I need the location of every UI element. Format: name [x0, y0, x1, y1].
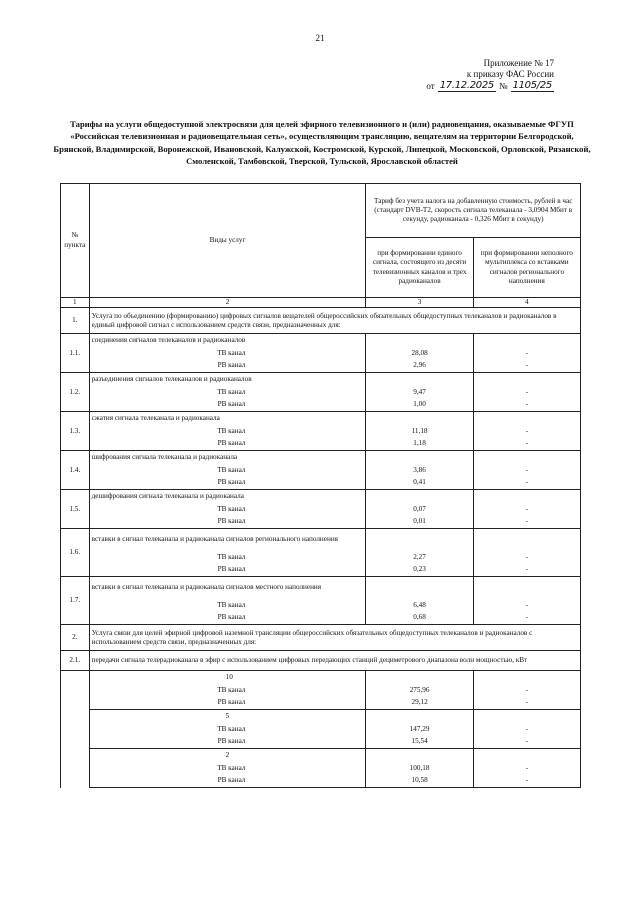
index-3: 3	[366, 298, 473, 308]
partial-value: -	[473, 477, 580, 490]
number-label: №	[498, 81, 508, 91]
item-number: 1.4.	[61, 451, 90, 490]
order-date: 17.12.2025	[439, 80, 494, 91]
single-value: 11,18	[366, 425, 473, 438]
header-item-number: № пункта	[61, 184, 90, 298]
partial-value: -	[473, 612, 580, 625]
partial-value: -	[473, 564, 580, 577]
partial-value: -	[473, 599, 580, 612]
item-number: 1.7.	[61, 577, 90, 625]
page-number: 21	[315, 33, 325, 43]
document-title: Тарифы на услуги общедоступной электросвязи для целей эфирного телевизионного и (или) радиовещания, оказываемые ФГУП «Российская телевизионная и радиовещательная сеть», осуществляющим трансляцию, вещателям на территории Белгородской, Брянской, Владимирской, Воронежской, Ивановской, Калужской, Костромской, Курской, Липецкой, Московской, Орловской, Рязанской, Смоленской, Тамбовской, Тверской, Тульской, Ярославской областей	[53, 119, 591, 167]
rv-label: РВ канал	[89, 697, 366, 710]
rv-label: РВ канал	[89, 399, 366, 412]
single-value: 29,12	[366, 697, 473, 710]
item-label: сжатия сигнала телеканала и радиоканала	[89, 412, 366, 425]
subsection-number: 2.1.	[61, 651, 90, 671]
index-4: 4	[473, 298, 580, 308]
from-label: от	[426, 81, 435, 91]
partial-value: -	[473, 399, 580, 412]
power-label: 10	[89, 671, 366, 684]
rv-label: РВ канал	[89, 360, 366, 373]
item-number: 1.6.	[61, 529, 90, 577]
rv-label: РВ канал	[89, 564, 366, 577]
rv-label: РВ канал	[89, 775, 366, 788]
single-value: 2,96	[366, 360, 473, 373]
partial-value: -	[473, 425, 580, 438]
tv-label: ТВ канал	[89, 599, 366, 612]
appendix-order: к приказу ФАС России	[466, 69, 554, 79]
single-value: 15,54	[366, 736, 473, 749]
partial-value: -	[473, 684, 580, 697]
header-tariff: Тариф без учета налога на добавленную стоимость, рублей в час (стандарт DVB-T2, скорость сигнала телеканала - 3,0904 Мбит в секунду, радиоканала - 0,326 Мбит в секунду)	[366, 184, 581, 238]
appendix-title: Приложение № 17	[483, 58, 554, 68]
section-text: Услуга связи для целей эфирной цифровой наземной трансляции общероссийских обязательных общедоступных телеканалов и радиоканалов с использованием средств связи, предназначенных для:	[89, 625, 580, 651]
rv-label: РВ канал	[89, 612, 366, 625]
single-value: 0,68	[366, 612, 473, 625]
tv-label: ТВ канал	[89, 762, 366, 775]
rv-label: РВ канал	[89, 736, 366, 749]
partial-value: -	[473, 347, 580, 360]
item-label: вставки в сигнал телеканала и радиоканала сигналов регионального наполнения	[89, 529, 366, 551]
tariff-table	[60, 183, 581, 788]
index-2: 2	[89, 298, 366, 308]
single-value: 0,07	[366, 503, 473, 516]
partial-value: -	[473, 723, 580, 736]
subsection-text: передачи сигнала телерадиоканала в эфир с использованием цифровых передающих станций дециметрового диапазона волн мощностью, кВт	[89, 651, 580, 671]
partial-value: -	[473, 762, 580, 775]
power-label: 5	[89, 710, 366, 723]
partial-value: -	[473, 551, 580, 564]
single-value: 9,47	[366, 386, 473, 399]
header-single-signal: при формировании единого сигнала, состоящего из десяти телевизионных каналов и трех радиоканалов	[366, 238, 473, 298]
tv-label: ТВ канал	[89, 551, 366, 564]
tv-label: ТВ канал	[89, 425, 366, 438]
rv-label: РВ канал	[89, 516, 366, 529]
item-number: 1.2.	[61, 373, 90, 412]
tv-label: ТВ канал	[89, 464, 366, 477]
section-number: 1.	[61, 308, 90, 334]
tv-label: ТВ канал	[89, 723, 366, 736]
tv-label: ТВ канал	[89, 347, 366, 360]
tv-label: ТВ канал	[89, 684, 366, 697]
tv-label: ТВ канал	[89, 386, 366, 399]
partial-value: -	[473, 386, 580, 399]
single-value: 1,00	[366, 399, 473, 412]
single-value: 147,29	[366, 723, 473, 736]
index-1: 1	[61, 298, 90, 308]
item-label: соединения сигналов телеканалов и радиоканалов	[89, 334, 366, 347]
order-date-line	[394, 80, 554, 92]
partial-value: -	[473, 775, 580, 788]
header-services: Виды услуг	[89, 184, 366, 298]
single-value: 6,48	[366, 599, 473, 612]
appendix-header	[394, 58, 554, 92]
item-number: 1.1.	[61, 334, 90, 373]
partial-value: -	[473, 503, 580, 516]
single-value: 10,58	[366, 775, 473, 788]
item-label: шифрования сигнала телеканала и радиоканала	[89, 451, 366, 464]
item-label: вставки в сигнал телеканала и радиоканала сигналов местного наполнения	[89, 577, 366, 599]
tv-label: ТВ канал	[89, 503, 366, 516]
item-label: разъединения сигналов телеканалов и радиоканалов	[89, 373, 366, 386]
single-value: 0,41	[366, 477, 473, 490]
single-value: 275,96	[366, 684, 473, 697]
partial-value: -	[473, 438, 580, 451]
section-number: 2.	[61, 625, 90, 651]
power-label: 2	[89, 749, 366, 762]
single-value: 28,08	[366, 347, 473, 360]
single-value: 3,86	[366, 464, 473, 477]
item-label: дешифрования сигнала телеканала и радиоканала	[89, 490, 366, 503]
order-number: 1105/25	[512, 80, 552, 91]
single-value: 1,18	[366, 438, 473, 451]
partial-value: -	[473, 360, 580, 373]
header-partial-multiplex: при формировании неполного мультиплекса со вставками сигналов регионального наполнения	[473, 238, 580, 298]
single-value: 100,18	[366, 762, 473, 775]
item-number: 1.5.	[61, 490, 90, 529]
rv-label: РВ канал	[89, 477, 366, 490]
partial-value: -	[473, 736, 580, 749]
single-value: 0,01	[366, 516, 473, 529]
partial-value: -	[473, 516, 580, 529]
single-value: 0,23	[366, 564, 473, 577]
single-value: 2,27	[366, 551, 473, 564]
partial-value: -	[473, 464, 580, 477]
section-text: Услуга по объединению (формированию) цифровых сигналов вещателей общероссийских обязательных общедоступных телеканалов и радиоканалов в единый цифровой сигнал с использованием средств связи, предназначенных для:	[89, 308, 580, 334]
partial-value: -	[473, 697, 580, 710]
item-number: 1.3.	[61, 412, 90, 451]
rv-label: РВ канал	[89, 438, 366, 451]
